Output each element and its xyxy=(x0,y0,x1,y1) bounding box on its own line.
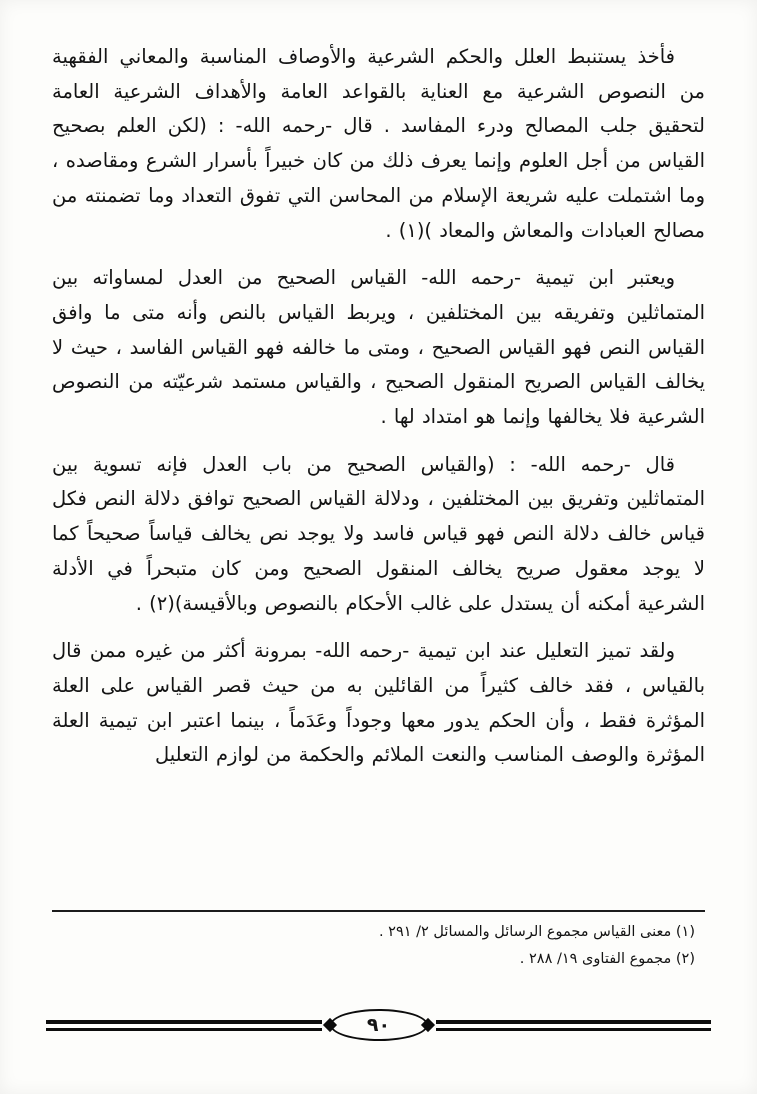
paragraph-1: فأخذ يستنبط العلل والحكم الشرعية والأوصاف المناسبة والمعاني الفقهية من النصوص الشرعية مع العناية بالقواعد العامة والأهداف الشرعية العامة لتحقيق جلب المصالح ودرء المفاسد . قال -رحمه الله- : (لكن العلم بصحيح القياس من أجل العلوم وإنما يعرف ذلك من كان خبيراً بأسرار الشرع ومقاصده ، وما اشتملت عليه شريعة الإسلام من المحاسن التي تفوق التعداد وما تضمنته من مصالح العبادات والمعاش والمعاد )(١) . xyxy=(52,45,705,242)
footnotes xyxy=(52,919,705,973)
main-text xyxy=(52,40,705,906)
footnote-1: (١) معنى القياس مجموع الرسائل والمسائل ٢/ ٢٩١ . xyxy=(378,924,695,940)
paragraph-4: ولقد تميز التعليل عند ابن تيمية -رحمه الله- بمرونة أكثر من غيره ممن قال بالقياس ، فقد خالف كثيراً من القائلين به من حيث قصر القياس على العلة المؤثرة فقط ، وأن الحكم يدور معها وجوداً وعَدَماً ، بينما اعتبر ابن تيمية العلة المؤثرة والوصف المناسب والنعت الملائم والحكمة من لوازم التعليل xyxy=(52,639,705,767)
page-number-ornament xyxy=(330,1009,428,1041)
footnote-separator xyxy=(52,910,705,912)
paragraph-2: ويعتبر ابن تيمية -رحمه الله- القياس الصحيح من العدل لمساواته بين المتماثلين وتفريقه بين المختلفين ، ويربط القياس بالنص وأنه متى ما وافق القياس النص فهو القياس الصحيح ، ومتى ما خالفه فهو القياس الفاسد ، حيث لا يخالف القياس الصريح المنقول الصحيح ، والقياس مستمد شرعيّته من النصوص الشرعية فلا يخالفها وإنما هو امتداد لها . xyxy=(52,266,705,429)
footer-rule-right xyxy=(436,1020,712,1031)
footer-rule-left xyxy=(46,1020,322,1031)
footer-ornament-band xyxy=(46,1008,711,1042)
footnote-2: (٢) مجموع الفتاوى ١٩/ ٢٨٨ . xyxy=(519,950,695,967)
paragraph-3: قال -رحمه الله- : (والقياس الصحيح من باب العدل فإنه تسوية بين المتماثلين وتفريق بين المختلفين ، ودلالة القياس الصحيح توافق دلالة النص فكل قياس خالف دلالة النص فهو قياس فاسد ولا يوجد نص يخالف قياساً صحيحاً كما لا يوجد معقول صريح يخالف المنقول الصحيح ومن كان متبحراً في الأدلة الشرعية أمكنه أن يستدل على غالب الأحكام بالنصوص وبالأقيسة)(٢) . xyxy=(52,452,705,615)
footnote-area xyxy=(52,910,705,973)
page-number: ٩٠ xyxy=(366,1014,391,1036)
